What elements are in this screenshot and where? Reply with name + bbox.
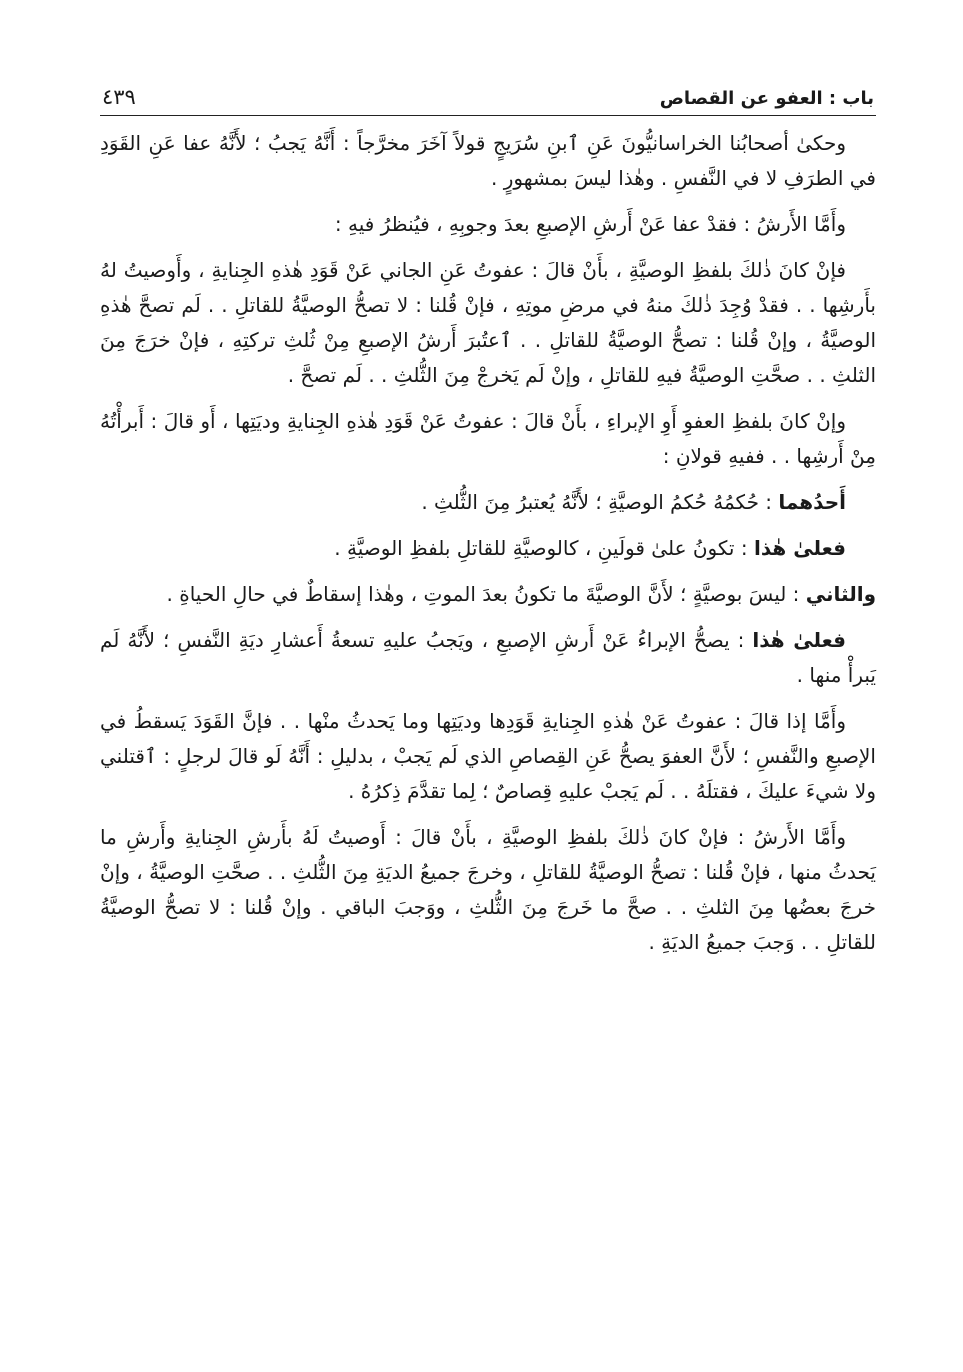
page-header	[100, 78, 876, 116]
book-page	[100, 78, 876, 971]
paragraph: فعلىٰ هٰذا : تكونُ علىٰ قولَينِ ، كالوصيَّةِ للقاتلِ بلفظِ الوصيَّةِ .	[334, 536, 846, 560]
running-title: باب : العفو عن القصاص	[659, 88, 874, 109]
paragraph-lead: فعلىٰ هٰذا	[753, 536, 846, 560]
paragraph: فعلىٰ هٰذا : يصحُّ الإبراءُ عَنْ أَرشِ الإصبعِ ، ويَجبُ عليهِ تسعةُ أَعشارِ ديَةِ النَّفسِ ؛ لأَنَّهُ لَم يَبرأْ منها .	[100, 628, 876, 687]
paragraph: فإنْ كانَ ذٰلكَ بلفظِ الوصيَّةِ ، بأَنْ قالَ : عفوتُ عَنِ الجاني عَنْ قَوَدِ هٰذهِ الجِنايةِ ، وأَوصيتُ لهُ بأَرشِها . . فقدْ وُجِدَ ذٰلكَ منهُ في مرضِ موتِهِ ، فإنْ قُلنا : لا تصحُّ الوصيَّةُ للقاتلِ . . لَم تصحَّ هٰذهِ الوصيَّةُ ، وإنْ قُلنا : تصحُّ الوصيَّةُ للقاتلِ . . ٱعتُبرَ أَرشُ الإصبعِ مِنْ ثُلثِ تركتِهِ ، فإنْ خرَجَ مِنَ الثلثِ . . صحَّتِ الوصيَّةُ فيهِ للقاتلِ ، وإنْ لَم يَخرجْ مِنَ الثُّلثِ . . لَم تصحَّ .	[100, 258, 876, 387]
paragraph: وأَمَّا إذا قالَ : عفوتُ عَنْ هٰذهِ الجِنايةِ قَوَدِها وديَتِها وما يَحدثُ منْها . . فإنَّ القَوَدَ يَسقطُ في الإصبعِ والنَّفسِ ؛ لأَنَّ العفوَ يصحُّ عَنِ القِصاصِ الذي لَم يَجبْ ، بدليلِ : أَنَّهُ لَو قالَ لرجلٍ : ٱقتلني ولا شيءَ عليكَ ، فقتلَهُ . . لَم يَجبْ عليهِ قِصاصٌ ؛ لِما تقدَّمَ ذِكرُهُ .	[100, 709, 876, 803]
body-text	[100, 126, 876, 960]
paragraph-lead: فعلىٰ هٰذا	[752, 628, 846, 652]
paragraph: أَحدُهما : حُكمُهُ حُكمُ الوصيَّةِ ؛ لأَنَّهُ يُعتبرُ مِنَ الثُّلثِ .	[421, 490, 846, 514]
paragraph-lead: والثاني	[805, 582, 876, 606]
paragraph: وإنْ كانَ بلفظِ العفوِ أَوِ الإبراءِ ، بأَنْ قالَ : عفوتُ عَنْ قَوَدِ هٰذهِ الجِنايةِ وديَتِها ، أَو قالَ : أَبرأْتُهُ مِنْ أَرشِها . . ففيهِ قولانِ :	[100, 409, 876, 468]
paragraph: وأَمَّا الأَرشُ : فإنْ كانَ ذٰلكَ بلفظِ الوصيَّةِ ، بأَنْ قالَ : أَوصيتُ لَهُ بأَرشِ الجِنايةِ وأَرشِ ما يَحدثُ منها ، فإنْ قُلنا : تصحُّ الوصيَّةُ للقاتلِ ، وخرجَ جميعُ الديَةِ مِنَ الثُّلثِ . . صحَّتِ الوصيَّةُ ، وإنْ خرجَ بعضُها مِنَ الثلثِ . . صحَّ ما خَرجَ مِنَ الثُّلثِ ، ووَجبَ الباقي . وإنْ قُلنا : لا تصحُّ الوصيَّةُ للقاتلِ . . وَجبَ جميعُ الديَةِ .	[100, 825, 876, 954]
paragraph: وأَمَّا الأَرشُ : فقدْ عفا عَنْ أَرشِ الإصبعِ بعدَ وجوبِهِ ، فيُنظرُ فيهِ :	[334, 212, 846, 236]
paragraph: وحكىٰ أصحابُنا الخراسانيُّونَ عَنِ ٱبنِ سُرَيجٍ قولاً آخَرَ مخرَّجاً : أَنَّهُ يَجبُ ؛ لأَنَّهُ عفا عَنِ القَوَدِ في الطرَفِ لا في النَّفسِ . وهٰذا ليسَ بمشهورٍ .	[100, 131, 876, 190]
paragraph: والثاني : ليسَ بوصيَّةٍ ؛ لأَنَّ الوصيَّةَ ما تكونُ بعدَ الموتِ ، وهٰذا إسقاطٌ في حالِ الحياةِ .	[166, 582, 876, 606]
page-number: ٤٣٩	[102, 85, 136, 109]
paragraph-lead: أَحدُهما	[778, 490, 846, 514]
